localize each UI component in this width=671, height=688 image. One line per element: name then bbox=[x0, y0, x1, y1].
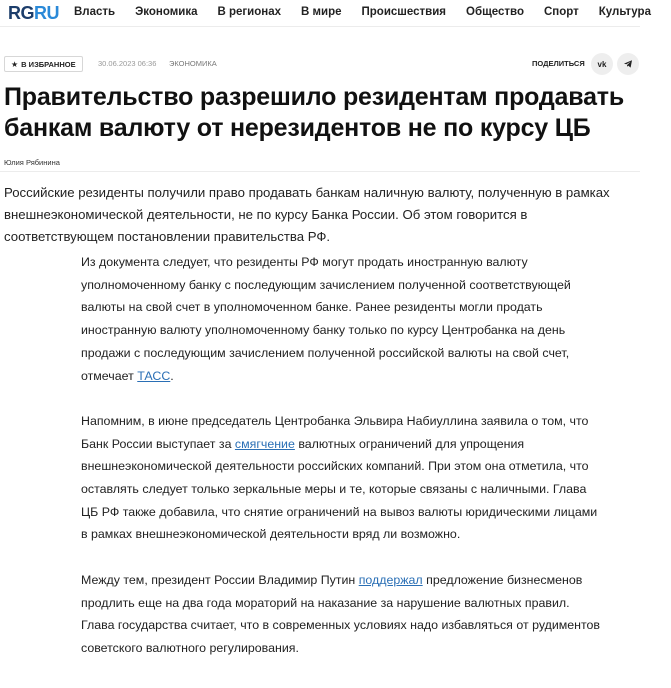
nav-item-society[interactable]: Общество bbox=[466, 6, 524, 18]
article-lead: Российские резиденты получили право продавать банкам наличную валюту, полученную в рамках внешнеэкономической деятельности, не по курсу Банка России. Об этом говорится в соответствующем постановлении правительства РФ. bbox=[4, 185, 610, 244]
article-paragraph-3 bbox=[81, 569, 601, 660]
tass-link[interactable]: ТАСС bbox=[137, 368, 171, 383]
nav-item-sport[interactable]: Спорт bbox=[543, 6, 579, 18]
article-title: Правительство разрешило резидентам продавать банкам валюту от нерезидентов не по курсу ЦБ bbox=[4, 83, 625, 142]
supported-link[interactable]: поддержал bbox=[358, 572, 423, 587]
paragraph-text: Из документа следует, что резиденты РФ могут продать иностранную валюту уполномоченному банку с последующим зачислением полученной соответствующей валюты на свой счет в уполномоченном банке. Ранее резиденты могли продать иностранную валюту уполномоченному банку только по курсу Центробанка на день продажи с последующим зачислением полученной российской валюты на свой счет, отмечает bbox=[81, 255, 571, 383]
paragraph-text: Между тем, президент России Владимир Путин bbox=[81, 572, 359, 587]
article-paragraph-1 bbox=[81, 251, 601, 387]
favorites-label: В ИЗБРАННОЕ bbox=[21, 59, 76, 69]
article-paragraph-2 bbox=[81, 410, 601, 546]
paragraph-text: валютных ограничений для упрощения внешнеэкономической деятельности российских компаний. При этом она отметила, что оставлять следует только зеркальные меры и те, которые связаны с наличными. Глава ЦБ РФ также добавила, что снятие ограничений на вывоз валюты юридическими лицами в рамках внешнеэкономической деятельности вряд ли возможно. bbox=[81, 436, 598, 542]
nav-item-world[interactable]: В мире bbox=[301, 6, 342, 18]
nav-item-economy[interactable]: Экономика bbox=[135, 6, 198, 18]
add-to-favorites-button[interactable] bbox=[4, 56, 83, 72]
article-body bbox=[81, 251, 601, 682]
publish-date: 30.06.2023 06:36 bbox=[98, 59, 157, 68]
telegram-icon bbox=[623, 59, 633, 69]
paragraph-text: . bbox=[170, 368, 174, 383]
rubric-link[interactable]: ЭКОНОМИКА bbox=[169, 59, 217, 68]
vk-icon: vk bbox=[597, 59, 607, 69]
nav-divider bbox=[0, 26, 640, 27]
nav-item-regions[interactable]: В регионах bbox=[217, 6, 282, 18]
title-divider bbox=[0, 171, 640, 172]
nav-item-vlast[interactable]: Власть bbox=[74, 6, 116, 18]
article-author[interactable]: Юлия Рябинина bbox=[4, 158, 60, 167]
nav-menu bbox=[74, 6, 671, 18]
logo-rg: RG bbox=[8, 3, 34, 23]
easing-link[interactable]: смягчение bbox=[234, 436, 295, 451]
nav-item-culture[interactable]: Культура bbox=[598, 6, 651, 18]
site-logo[interactable] bbox=[8, 3, 59, 21]
paragraph-text: Напомним, в июне председатель Центробанка Эльвира Набиуллина заявила о том, что Банк России выступает за bbox=[81, 413, 589, 451]
share-label: ПОДЕЛИТЬСЯ bbox=[532, 59, 585, 68]
paragraph-text: предложение бизнесменов продлить еще на два года мораторий на наказание за нарушение валютных правил. Глава государства считает, что в современных условиях надо избавляться от рудиментов советского валютного регулирования. bbox=[81, 572, 601, 655]
top-navigation bbox=[0, 0, 651, 26]
share-vk-button[interactable] bbox=[591, 53, 613, 75]
star-icon: ★ bbox=[11, 59, 19, 69]
logo-ru: RU bbox=[34, 3, 59, 23]
share-telegram-button[interactable] bbox=[617, 53, 639, 75]
nav-item-incidents[interactable]: Происшествия bbox=[361, 6, 447, 18]
